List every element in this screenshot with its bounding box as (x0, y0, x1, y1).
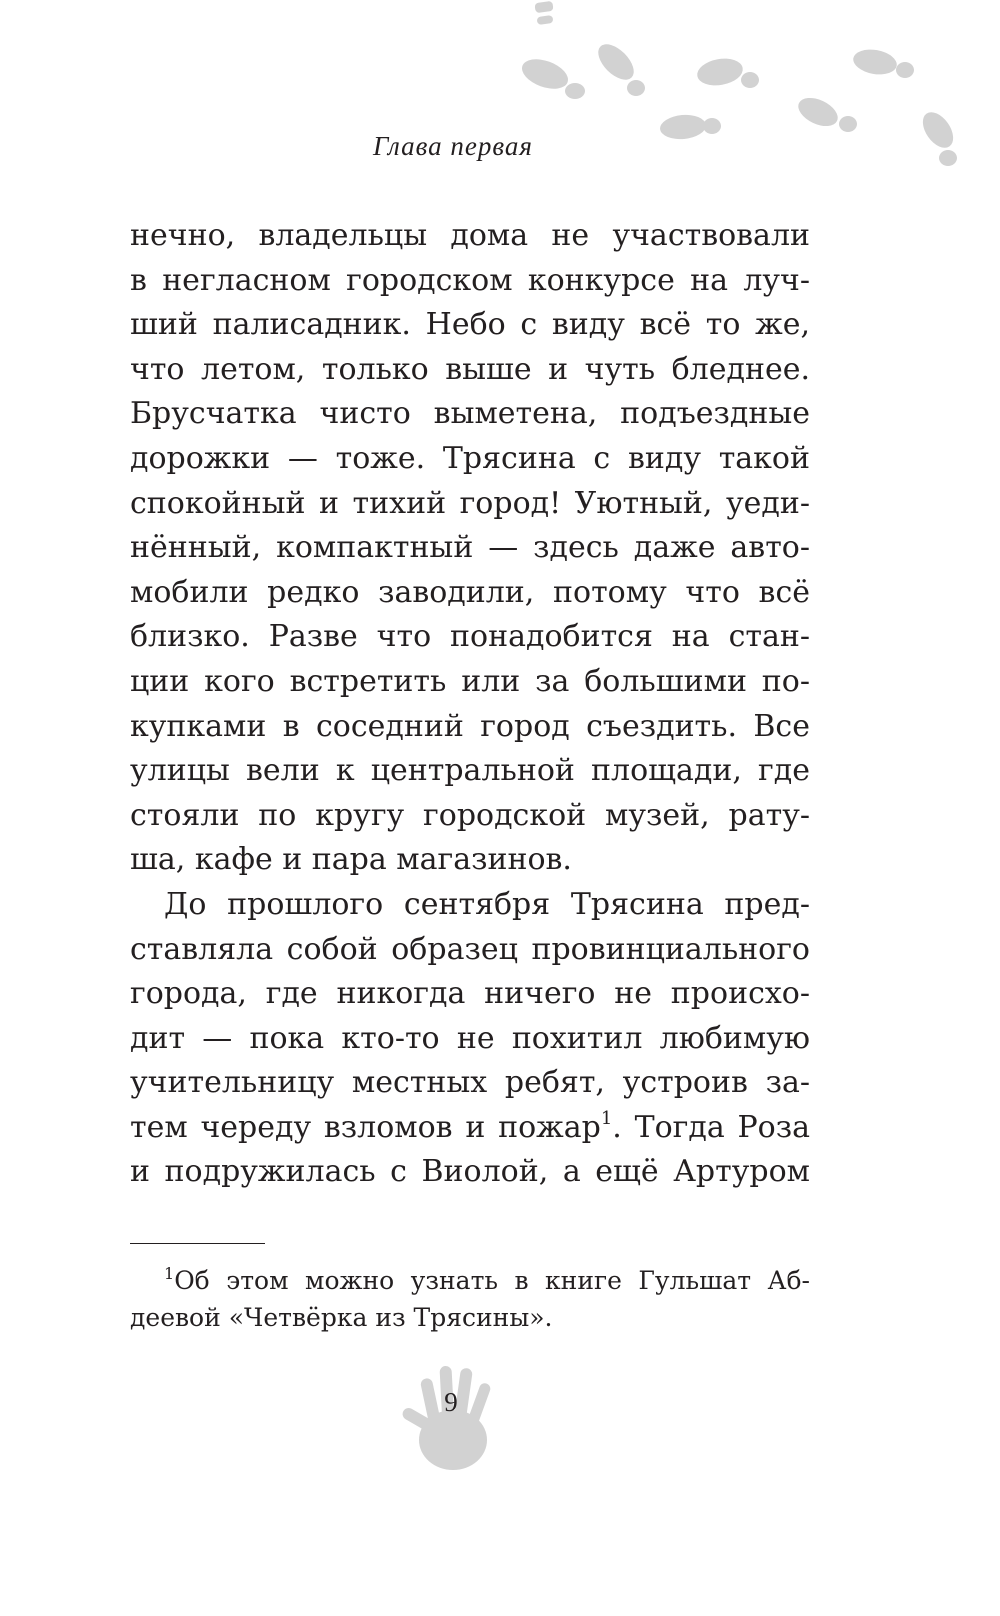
text-segment: Об этом можно узнать в книге Гульшат Аб- (174, 1266, 810, 1295)
text-segment: тем череду взломов и пожар (130, 1109, 601, 1145)
text-line: ции кого встретить или за большими по- (130, 663, 810, 699)
text-line: Брусчатка чисто выметена, подъездные (130, 396, 810, 432)
running-head: Глава первая (373, 131, 533, 161)
text-line: купками в соседний город съездить. Все (130, 708, 810, 744)
footnote-line (130, 1262, 810, 1299)
text-line: ша, кафе и пара магазинов. (130, 842, 572, 878)
text-line: и подружилась с Виолой, а ещё Артуром (130, 1154, 810, 1190)
text-line: города, где никогда ничего не происхо- (130, 976, 810, 1012)
text-line: спокойный и тихий город! Уютный, уеди- (130, 485, 810, 521)
text-line: что летом, только выше и чуть бледнее. (130, 351, 810, 387)
text-line: ставляла собой образец провинциального (130, 931, 810, 967)
text-line (130, 1106, 810, 1151)
footnote (130, 1262, 810, 1336)
footnote-reference[interactable]: 1 (600, 1107, 613, 1129)
footnote-divider (130, 1243, 265, 1244)
text-line: дорожки — тоже. Трясина с виду такой (130, 440, 810, 476)
text-line: близко. Разве что понадобится на стан- (130, 619, 810, 655)
footnote-line: деевой «Четвёрка из Трясины». (130, 1303, 553, 1332)
footprints-icon (0, 0, 1000, 200)
footnote-mark: 1 (164, 1264, 175, 1283)
text-line: нённый, компактный — здесь даже авто- (130, 530, 810, 566)
text-line: дит — пока кто-то не похитил любимую (130, 1020, 810, 1056)
text-line: в негласном городском конкурсе на луч- (130, 262, 810, 298)
paragraph (130, 883, 810, 1195)
text-line: стояли по кругу городской музей, рату- (130, 797, 810, 833)
text-line: улицы вели к центральной площади, где (130, 753, 810, 789)
paragraph (130, 214, 810, 883)
text-line: учительницу местных ребят, устроив за- (130, 1065, 810, 1101)
text-segment: . Тогда Роза (612, 1109, 810, 1145)
text-line: нечно, владельцы дома не участвовали (130, 218, 810, 253)
body-text (130, 214, 810, 1195)
page-number: 9 (444, 1387, 458, 1417)
text-line: До прошлого сентября Трясина пред- (164, 886, 810, 922)
text-line: ший палисадник. Небо с виду всё то же, (130, 307, 810, 343)
text-line: мобили редко заводили, потому что всё (130, 574, 810, 610)
